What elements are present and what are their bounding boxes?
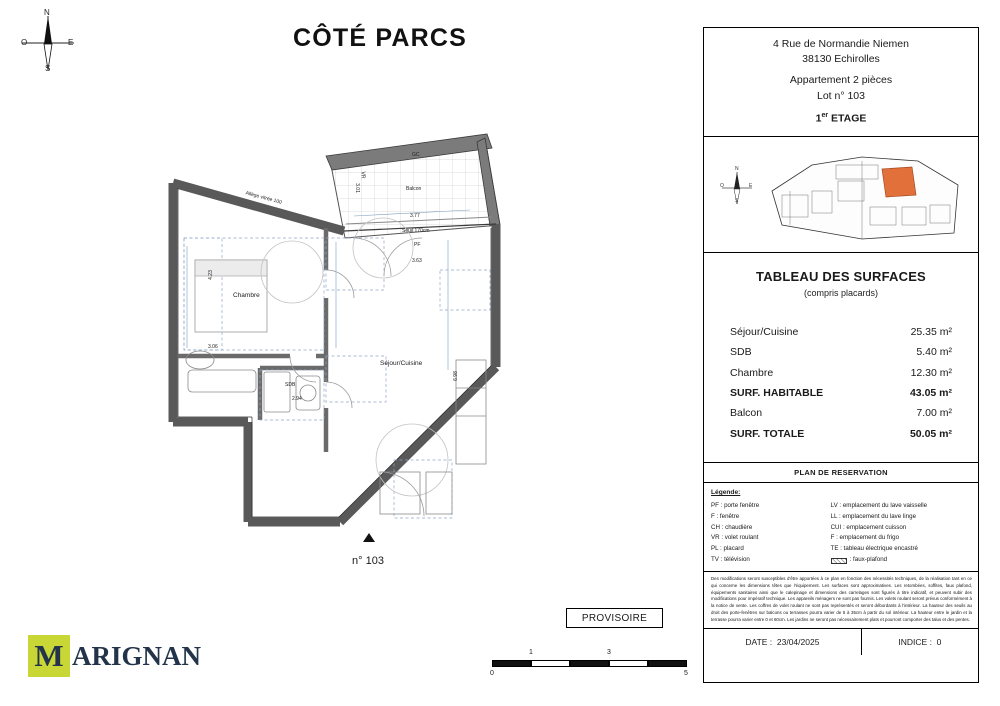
lot-number: Lot n° 103	[817, 89, 865, 102]
room-label-sdb: SDB	[285, 382, 296, 388]
list-item: F : fenêtre	[711, 512, 740, 520]
surfaces-title: TABLEAU DES SURFACES	[756, 268, 926, 284]
annotation-dim-363: 3.63	[412, 258, 422, 264]
address-line-1: 4 Rue de Normandie Niemen	[773, 38, 909, 50]
key-plan	[704, 137, 978, 253]
company-logo	[28, 630, 228, 682]
apartment-type: Appartement 2 pièces	[789, 74, 893, 87]
date-cell	[704, 629, 862, 655]
surface-value: 7.00 m²	[916, 407, 952, 420]
annotation-vr: VR	[359, 171, 366, 179]
scale-mark-0: 0	[490, 670, 494, 677]
list-item: TV : télévision	[711, 556, 750, 564]
surface-value: 50.05 m²	[909, 427, 952, 440]
surfaces-block	[704, 253, 978, 464]
legend-hatch-label: : faux-plafond	[849, 556, 888, 564]
annotation-allege: Allège vitrée 100	[244, 190, 283, 206]
room-label-sejour-cuisine: Séjour/Cuisine	[380, 360, 423, 367]
annotation-seuil: Seuil 170cm	[402, 228, 430, 234]
annotation-dim-377: 3.77	[410, 213, 420, 219]
floor-plan-drawing	[140, 120, 680, 550]
scale-mark-3: 3	[607, 649, 611, 656]
apartment-pointer-arrow	[363, 533, 375, 542]
list-item: LL : emplacement du lave linge	[830, 512, 917, 520]
annotation-dim-306: 3.06	[208, 344, 218, 350]
list-item: CH : chaudière	[711, 523, 753, 531]
annotation-dim-423: 4.23	[207, 270, 214, 280]
annotation-gc: GC	[412, 152, 420, 158]
annotation-dim-301: 3.01	[353, 183, 360, 193]
annotation-pf: PF	[414, 242, 421, 248]
table-row	[730, 424, 952, 444]
scale-bar	[492, 650, 688, 684]
legend-column-left	[711, 501, 831, 566]
surface-label: SDB	[730, 346, 752, 359]
table-row	[730, 342, 952, 362]
indice-cell	[862, 629, 978, 655]
surface-value: 43.05 m²	[909, 387, 952, 399]
compass-west-label: O	[21, 38, 28, 47]
logo-mark-letter: M	[34, 638, 64, 673]
surfaces-subtitle: (compris placards)	[803, 287, 879, 298]
surface-label: Séjour/Cuisine	[730, 325, 799, 338]
table-row	[730, 363, 952, 383]
building-outline	[766, 151, 966, 243]
reservation-label: PLAN DE RESERVATION	[704, 463, 978, 483]
date-label: DATE :	[745, 636, 773, 647]
compass-east-label: E	[68, 38, 74, 47]
surface-value: 5.40 m²	[916, 346, 952, 359]
surface-value: 25.35 m²	[910, 325, 952, 338]
logo-wordmark: ARIGNAN	[72, 640, 202, 671]
compass-rose	[10, 8, 86, 84]
surfaces-table	[704, 298, 978, 463]
hatch-swatch-icon	[831, 558, 847, 564]
surface-label: Balcon	[730, 407, 763, 420]
disclaimer-text: Des modifications seront susceptibles d'être apportées à ce plan en fonction des nécessités techniques, de la réalisation tant en ce qui concerne les dimensions têtes que l'équipement. Les surfaces sont approximatives. Les retombées, soffites, faux plafond, équipements sanitaires ainsi que le calepinage et dimensions des carrelages sont figurés à titre indicatif, et peuvent subir des modifications pour impératif technique. Les appareils ménagers ne sont pas fournis. Les volets roulant seront prévus conformément à la notice de vente. Les coffres de volet roulant ne sont pas représentés et seront débordants à l'intérieur. La hauteur des seuils au droit des porte-fenêtres sur balcons ou terrasses pourra varier de 5 à 35cm à partir du sol intérieur. La hauteur entre le jardin et la terrasse pourra varier entre 0 et 60cm. Les jardins ne seront pas nécessairement plats et pourront comporter des talus et des pentes.	[704, 572, 978, 629]
indice-label: INDICE :	[898, 636, 932, 647]
list-item: CUI : emplacement cuisson	[830, 523, 907, 531]
key-compass-west: O	[720, 182, 724, 189]
surface-label: Chambre	[730, 366, 774, 379]
list-item: LV : emplacement du lave vaisselle	[830, 501, 928, 509]
room-label-balcon: Balcon	[406, 186, 422, 192]
logo-mark-icon	[28, 635, 70, 677]
list-item: VR : volet roulant	[711, 534, 759, 542]
list-item: F : emplacement du frigo	[830, 534, 900, 542]
table-row	[730, 383, 952, 403]
legend-hatch-row	[831, 555, 971, 566]
address-block	[704, 28, 978, 137]
key-compass-east: E	[749, 182, 753, 189]
key-compass-south: S	[735, 197, 739, 204]
apartment-number-label: n° 103	[352, 555, 384, 567]
table-row	[730, 403, 952, 423]
floor-label	[710, 111, 972, 127]
key-compass-north: N	[735, 165, 739, 172]
list-item: PF : porte fenêtre	[711, 501, 760, 509]
floor-number: 1	[815, 112, 822, 125]
page-title: CÔTÉ PARCS	[292, 24, 468, 52]
table-row	[730, 322, 952, 342]
legend-block	[704, 483, 978, 572]
date-indice-row	[704, 629, 978, 655]
date-value: 23/04/2025	[776, 636, 820, 647]
floor-suffix: er	[821, 111, 829, 119]
scale-mark-1: 1	[529, 649, 533, 656]
room-label-chambre: Chambre	[233, 292, 260, 299]
status-badge: PROVISOIRE	[566, 608, 663, 628]
legend-header: Légende:	[711, 489, 741, 497]
surface-label: SURF. HABITABLE	[730, 387, 824, 399]
list-item: PL : placard	[711, 545, 744, 553]
list-item: TE : tableau électrique encastré	[830, 545, 918, 553]
key-plan-compass	[716, 167, 758, 209]
annotation-dim-294: 2.94	[292, 396, 302, 402]
floor-word: ETAGE	[828, 112, 867, 125]
compass-north-label: N	[44, 8, 50, 17]
surface-value: 12.30 m²	[910, 366, 952, 379]
indice-value: 0	[936, 636, 942, 647]
surface-label: SURF. TOTALE	[730, 427, 805, 440]
compass-south-label: S	[45, 64, 51, 73]
annotation-dim-698: 6.98	[452, 371, 459, 381]
legend-column-right	[831, 501, 971, 566]
address-line-2: 38130 Echirolles	[802, 53, 880, 66]
scale-mark-5: 5	[684, 670, 688, 677]
info-panel	[703, 27, 979, 683]
